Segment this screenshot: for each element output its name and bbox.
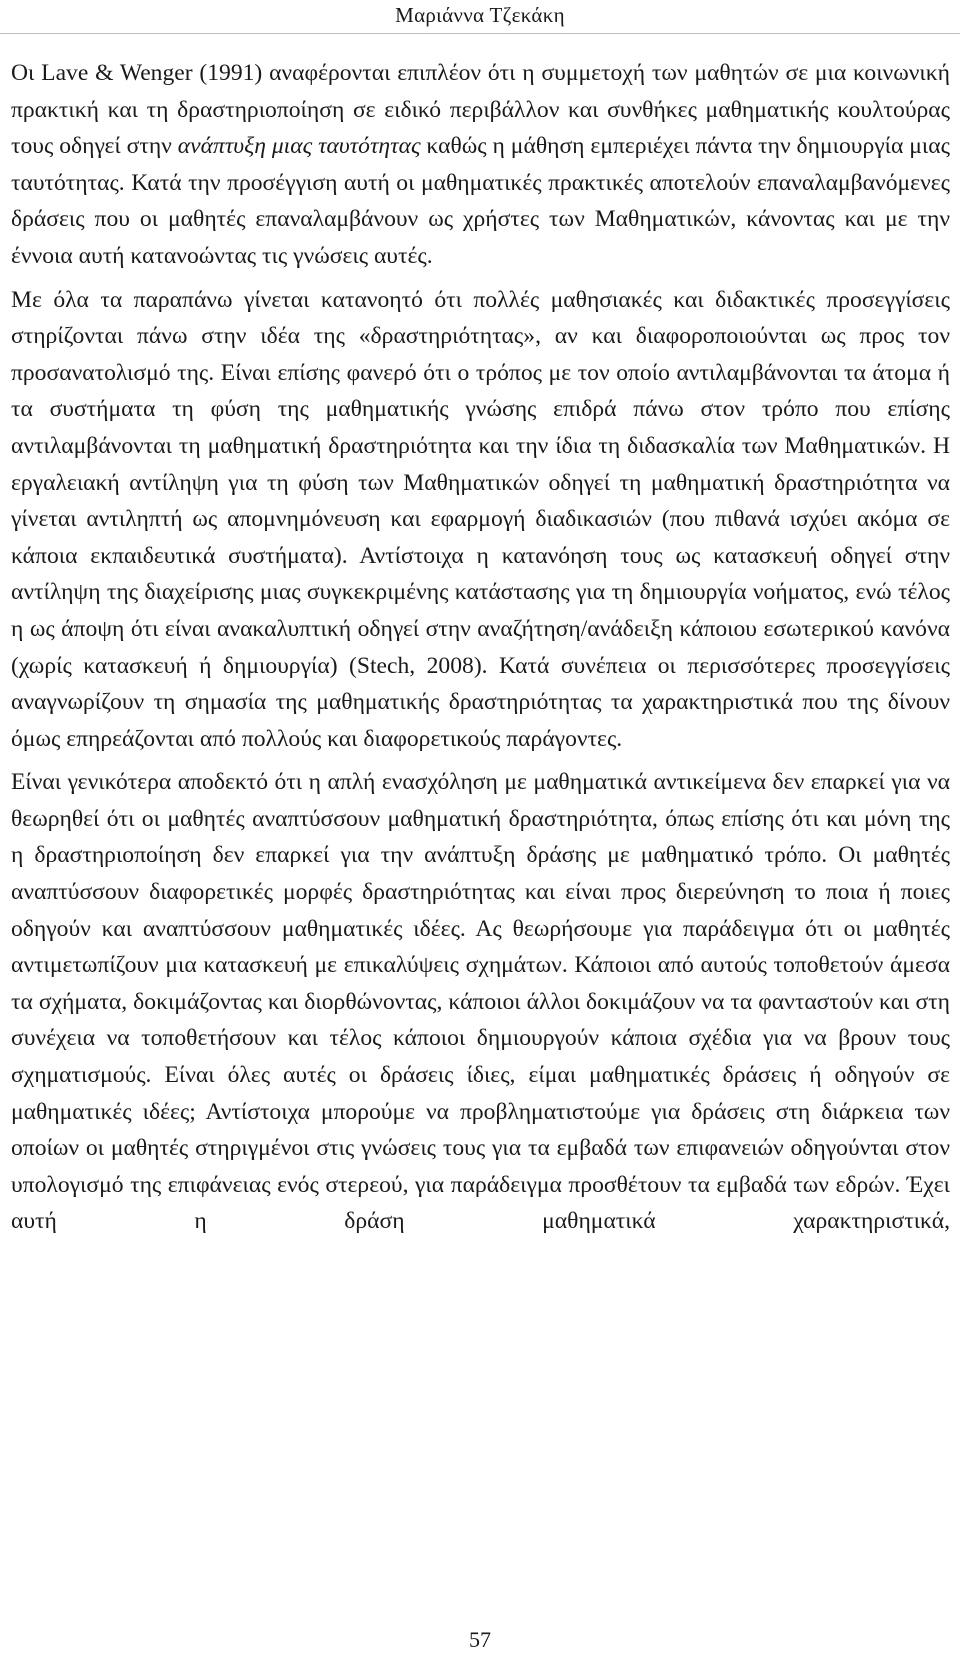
paragraph-1-text-a: Οι Lave & Wenger (1991) αναφέρονται επιπλέον ότι η συμμετοχή των μαθητών σε μια κοινωνική πρακτική και τη δραστηριοποίηση σε ειδικό περιβάλλον και συνθήκες μαθηματικής κουλτούρας τους οδηγεί στην [11, 60, 950, 160]
paragraph-2 [11, 282, 950, 758]
paragraph-1 [11, 55, 950, 275]
header-divider [0, 33, 960, 34]
paragraph-3 [11, 764, 950, 1240]
paragraph-2-text: Με όλα τα παραπάνω γίνεται κατανοητό ότι πολλές μαθησιακές και διδακτικές προσεγγίσεις στηρίζονται πάνω στην ιδέα της «δραστηριότητας», αν και διαφοροποιούνται ως προς τον προσανατολισμό της. Είναι επίσης φανερό ότι ο τρόπος με τον οποίο αντιλαμβάνονται τα άτομα ή τα συστήματα τη φύση της μαθηματικής γνώσης επιδρά πάνω στον τρόπο που επίσης αντιλαμβάνονται τη μαθηματική δραστηριότητα και την ίδια τη διδασκαλία των Μαθηματικών. Η εργαλειακή αντίληψη για τη φύση των Μαθηματικών οδηγεί τη μαθηματική δραστηριότητα να γίνεται αντιληπτή ως απομνημόνευση και εφαρμογή διαδικασιών (που πιθανά ισχύει ακόμα σε κάποια εκπαιδευτικά συστήματα). Αντίστοιχα η κατανόηση τους ως κατασκευή οδηγεί στην αντίληψη της διαχείρισης μιας συγκεκριμένης κατάστασης για τη δημιουργία νοήματος, ενώ τέλος η ως άποψη ότι είναι ανακαλυπτική οδηγεί στην αναζήτηση/ανάδειξη κάποιου εσωτερικού κανόνα (χωρίς κατασκευή ή δημιουργία) (Stech, 2008). Κατά συνέπεια οι περισσότερες προσεγγίσεις αναγνωρίζουν τη σημασία της μαθηματικής δραστηριότητας τα χαρακτηριστικά που της δίνουν όμως επηρεάζονται από πολλούς και διαφορετικούς παράγοντες. [11, 286, 950, 752]
paragraph-3-text: Είναι γενικότερα αποδεκτό ότι η απλή ενασχόληση με μαθηματικά αντικείμενα δεν επαρκεί για να θεωρηθεί ότι οι μαθητές αναπτύσσουν μαθηματική δραστηριότητα, όπως επίσης ότι και μόνη της η δραστηριοποίηση δεν επαρκεί για την ανάπτυξη δράσης με μαθηματικό τρόπο. Οι μαθητές αναπτύσσουν διαφορετικές μορφές δραστηριότητας και είναι προς διερεύνηση το ποια ή ποιες οδηγούν και αναπτύσσουν μαθηματικές ιδέες. Ας θεωρήσουμε για παράδειγμα ότι οι μαθητές αντιμετωπίζουν μια κατασκευή με επικαλύψεις σχημάτων. Κάποιοι από αυτούς τοποθετούν άμεσα τα σχήματα, δοκιμάζοντας και διορθώνοντας, κάποιοι άλλοι δοκιμάζουν να τα φανταστούν και στη συνέχεια να τοποθετήσουν και τέλος κάποιοι δημιουργούν κάποια σχέδια για να βρουν τους σχηματισμούς. Είναι όλες αυτές οι δράσεις ίδιες, είμαι μαθηματικές δράσεις ή οδηγούν σε μαθηματικές ιδέες; Αντίστοιχα μπορούμε να προβληματιστούμε για δράσεις στη διάρκεια των οποίων οι μαθητές στηριγμένοι στις γνώσεις τους για τα εμβαδά των επιφανειών οδηγούνται στον υπολογισμό της επιφάνειας ενός στερεού, για παράδειγμα προσθέτουν τα εμβαδά των εδρών. Έχει αυτή η δράση μαθηματικά χαρακτηριστικά, [11, 769, 950, 1235]
running-header-author: Μαριάννα Τζεκάκη [395, 3, 565, 27]
body-text [11, 55, 950, 1240]
page-number: 57 [469, 1627, 491, 1652]
paragraph-1-text-b: καθώς η μάθηση εμπεριέχει πάντα την δημιουργία μιας ταυτότητας. Κατά την προσέγγιση αυτή οι μαθηματικές πρακτικές αποτελούν επαναλαμβανόμενες δράσεις που οι μαθητές επαναλαμβάνουν ως χρήστες των Μαθηματικών, κάνοντας και με την έννοια αυτή κατανοώντας τις γνώσεις αυτές. [11, 133, 950, 269]
paragraph-1-emphasis: ανάπτυξη μιας ταυτότητας [177, 133, 421, 160]
